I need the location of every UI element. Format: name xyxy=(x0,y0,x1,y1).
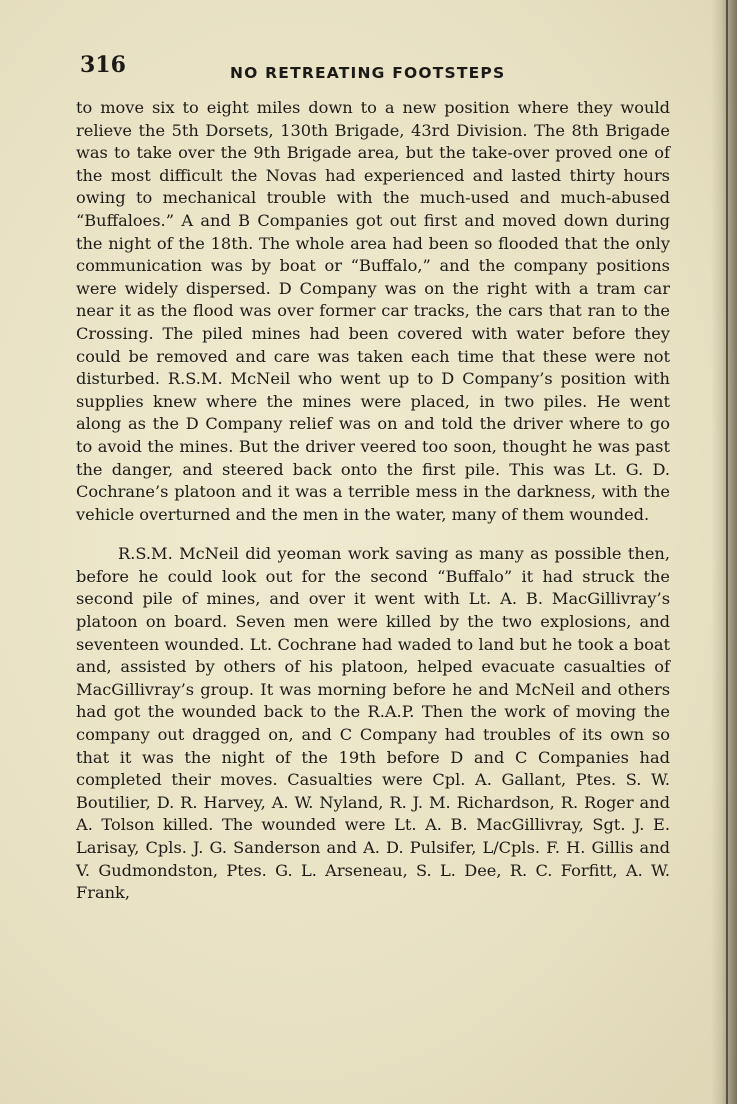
page-edge-shadow xyxy=(711,0,737,1104)
running-title: NO RETREATING FOOTSTEPS xyxy=(230,64,506,82)
binding-edge-line xyxy=(726,0,728,1104)
body-text xyxy=(76,97,670,905)
page-number: 316 xyxy=(80,52,126,78)
paragraph-2: R.S.M. McNeil did yeoman work saving as many as possible then, before he could look out for the second “Buffalo” it had struck the second pile of mines, and over it went with Lt. A. B. MacGillivray’s platoon on board. Seven men were killed by the two explosions, and seventeen wounded. Lt. Cochrane had waded to land but he took a boat and, assisted by others of his platoon, helped evacuate casualties of MacGillivray’s group. It was morning before he and McNeil and others had got the wounded back to the R.A.P. Then the work of moving the company out dragged on, and C Company had troubles of its own so that it was the night of the 19th before D and C Companies had completed their moves. Casualties were Cpl. A. Gallant, Ptes. S. W. Boutilier, D. R. Harvey, A. W. Nyland, R. J. M. Richardson, R. Roger and A. Tolson killed. The wounded were Lt. A. B. MacGillivray, Sgt. J. E. Larisay, Cpls. J. G. Sanderson and A. D. Pulsifer, L/Cpls. F. H. Gillis and V. Gudmondston, Ptes. G. L. Arseneau, S. L. Dee, R. C. Forfitt, A. W. Frank, xyxy=(76,544,670,903)
page-header xyxy=(80,52,680,92)
paragraph-1: to move six to eight miles down to a new position where they would relieve the 5th Dorsets, 130th Brigade, 43rd Division. The 8th Brigade was to take over the 9th Brigade area, but the take-over proved one of the most difficult the Novas had experienced and lasted thirty hours owing to mechanical trouble with the much-used and much-abused “Buffaloes.” A and B Companies got out first and moved down during the night of the 18th. The whole area had been so flooded that the only communication was by boat or “Buffalo,” and the company positions were widely dispersed. D Company was on the right with a tram car near it as the flood was over former car tracks, the cars that ran to the Crossing. The piled mines had been covered with water before they could be removed and care was taken each time that these were not disturbed. R.S.M. McNeil who went up to D Company’s position with supplies knew where the mines were placed, in two piles. He went along as the D Company relief was on and told the driver where to go to avoid the mines. But the driver veered too soon, thought he was past the danger, and steered back onto the first pile. This was Lt. G. D. Cochrane’s platoon and it was a terrible mess in the darkness, with the vehicle overturned and the men in the water, many of them wounded. xyxy=(76,98,670,524)
